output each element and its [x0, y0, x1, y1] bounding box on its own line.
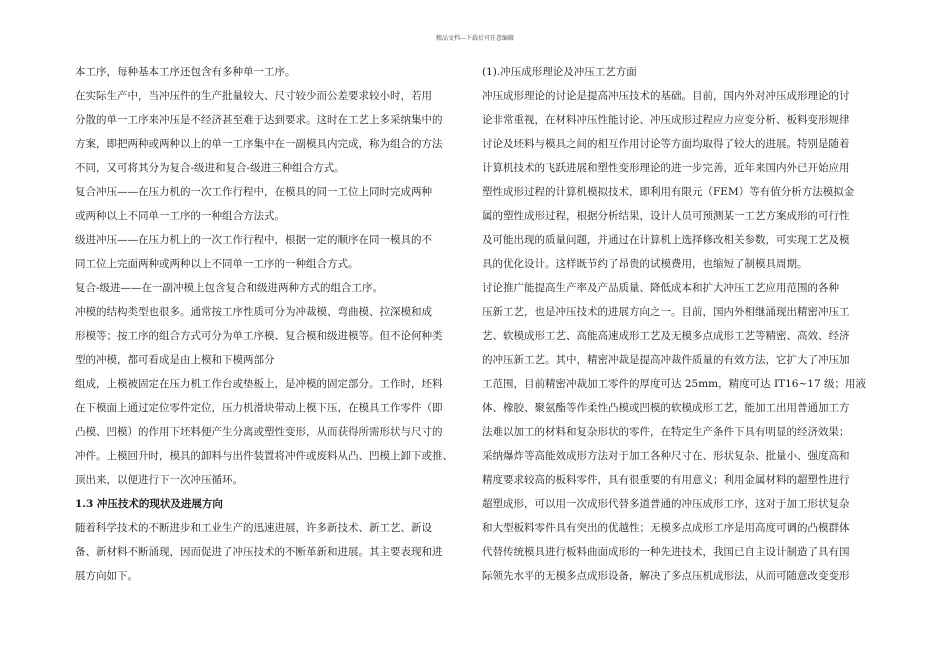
right-text-line: 讨论推广能提高生产率及产品质量、降低成本和扩大冲压工艺应用范围的各种 [482, 282, 839, 294]
right-text-line: 具的优化设计。这样既节约了昂贵的试模费用，也缩短了制模具周期。 [482, 258, 808, 270]
right-text-line: 代替传统模具进行板料曲面成形的一种先进技术，我国已自主设计制造了具有国 [482, 546, 850, 558]
left-text-line: 凸模、凹模）的作用下坯料便产生分离或塑性变形，从而获得所需形状与尺寸的 [75, 426, 443, 438]
left-text-line: 复合-级进——在一副冲模上包含复合和级进两种方式的组合工序。 [75, 282, 384, 294]
right-text-line: 讨论及坯料与模具之间的相互作用讨论等方面均取得了较大的进展。特别是随着 [482, 138, 850, 150]
left-text-line: 冲件。上模回升时，模具的卸料与出件装置将冲件或废料从凸、凹模上卸下或推、 [75, 450, 453, 462]
left-text-line: 冲模的结构类型也很多。通常按工序性质可分为冲裁模、弯曲模、拉深模和成 [75, 306, 432, 318]
left-text-line: 或两种以上不同单一工序的一种组合方法式。 [75, 210, 285, 222]
left-text-line: 顶出来，以便进行下一次冲压循环。 [75, 474, 243, 486]
left-text-line: 展方向如下。 [75, 570, 138, 582]
page-header: 精品文档---下载后可任意编辑 [435, 35, 515, 42]
right-text-line: 体、橡胶、聚氨酯等作柔性凸模或凹模的软模成形工艺，能加工出用普通加工方 [482, 402, 850, 414]
right-text-line: 塑性成形过程的计算机模拟技术，即利用有限元（FEM）等有值分析方法模拟金 [482, 186, 855, 198]
right-text-line: 艺、软模成形工艺、高能高速成形工艺及无模多点成形工艺等精密、高效、经济 [482, 330, 850, 342]
right-text-line: 论非常重视，在材料冲压性能讨论、冲压成形过程应力应变分析、板料变形规律 [482, 114, 850, 126]
right-text-line: 际领先水平的无模多点成形设备，解决了多点压机成形法，从而可随意改变变形 [482, 570, 850, 582]
right-text-line: 精度要求较高的板料零件，具有很重要的有用意义；利用金属材料的超塑性进行 [482, 474, 850, 486]
right-text-line: 和大型板料零件具有突出的优越性；无模多点成形工序是用高度可调的凸模群体 [482, 522, 850, 534]
right-text-line: 及可能出现的质量问题，并通过在计算机上选择修改相关参数，可实现工艺及模 [482, 234, 850, 246]
right-text-line: (1).冲压成形理论及冲压工艺方面 [482, 66, 637, 78]
left-text-line: 随着科学技术的不断进步和工业生产的迅速进展，许多新技术、新工艺、新设 [75, 522, 432, 534]
right-text-line: 冲压成形理论的讨论是提高冲压技术的基础。目前，国内外对冲压成形理论的讨 [482, 90, 850, 102]
right-text-line: 属的塑性成形过程，根据分析结果，设计人员可预测某一工艺方案成形的可行性 [482, 210, 850, 222]
section-heading: 1.3 冲压技术的现状及进展方向 [75, 498, 223, 510]
left-column [75, 60, 478, 588]
left-text-line: 在实际生产中，当冲压件的生产批量较大、尺寸较少而公差要求较小时，若用 [75, 90, 432, 102]
right-text-line: 采纳爆炸等高能效成形方法对于加工各种尺寸在、形状复杂、批量小、强度高和 [482, 450, 850, 462]
left-text-line: 不同，又可将其分为复合-级进和复合-级进三种组合方式。 [75, 162, 345, 174]
right-text-line: 超塑成形，可以用一次成形代替多道普通的冲压成形工序，这对于加工形状复杂 [482, 498, 850, 510]
right-text-line: 的冲压新工艺。其中，精密冲裁是提高冲裁件质量的有效方法，它扩大了冲压加 [482, 354, 850, 366]
right-column [482, 60, 877, 588]
left-text-line: 在下模面上通过定位零件定位，压力机滑块带动上模下压，在模具工作零件（即 [75, 402, 443, 414]
left-text-line: 同工位上完面两种或两种以上不同单一工序的一种组合方式。 [75, 258, 359, 270]
left-text-line: 型的冲模，都可看成是由上模和下模两部分 [75, 354, 275, 366]
left-text-line: 分散的单一工序来冲压是不经济甚至难于达到要求。这时在工艺上多采纳集中的 [75, 114, 443, 126]
left-text-line: 复合冲压——在压力机的一次工作行程中，在模具的同一工位上同时完成两种 [75, 186, 432, 198]
left-text-line: 备、新材料不断涌现，因而促进了冲压技术的不断革新和进展。其主要表现和进 [75, 546, 443, 558]
right-text-line: 法难以加工的材料和复杂形状的零件，在特定生产条件下具有明显的经济效果； [482, 426, 850, 438]
right-text-line: 计算机技术的飞跃进展和塑性变形理论的进一步完善，近年来国内外已开始应用 [482, 162, 850, 174]
left-text-line: 组成，上模被固定在压力机工作台或垫板上，是冲模的固定部分。工作时，坯料 [75, 378, 443, 390]
left-text-line: 形模等；按工序的组合方式可分为单工序模、复合模和级进模等。但不论何种类 [75, 330, 443, 342]
left-text-line: 本工序，每种基本工序还包含有多种单一工序。 [75, 66, 296, 78]
left-text-line: 方案，即把两种或两种以上的单一工序集中在一副模具内完成，称为组合的方法 [75, 138, 443, 150]
right-text-line: 压新工艺，也是冲压技术的进展方向之一。目前，国内外相继涌现出精密冲压工 [482, 306, 850, 318]
left-text-line: 级进冲压——在压力机上的一次工作行程中，根据一定的顺序在同一模具的不 [75, 234, 432, 246]
right-text-line: 工范围，目前精密冲裁加工零件的厚度可达 25mm，精度可达 IT16~17 级；用液 [482, 378, 866, 390]
